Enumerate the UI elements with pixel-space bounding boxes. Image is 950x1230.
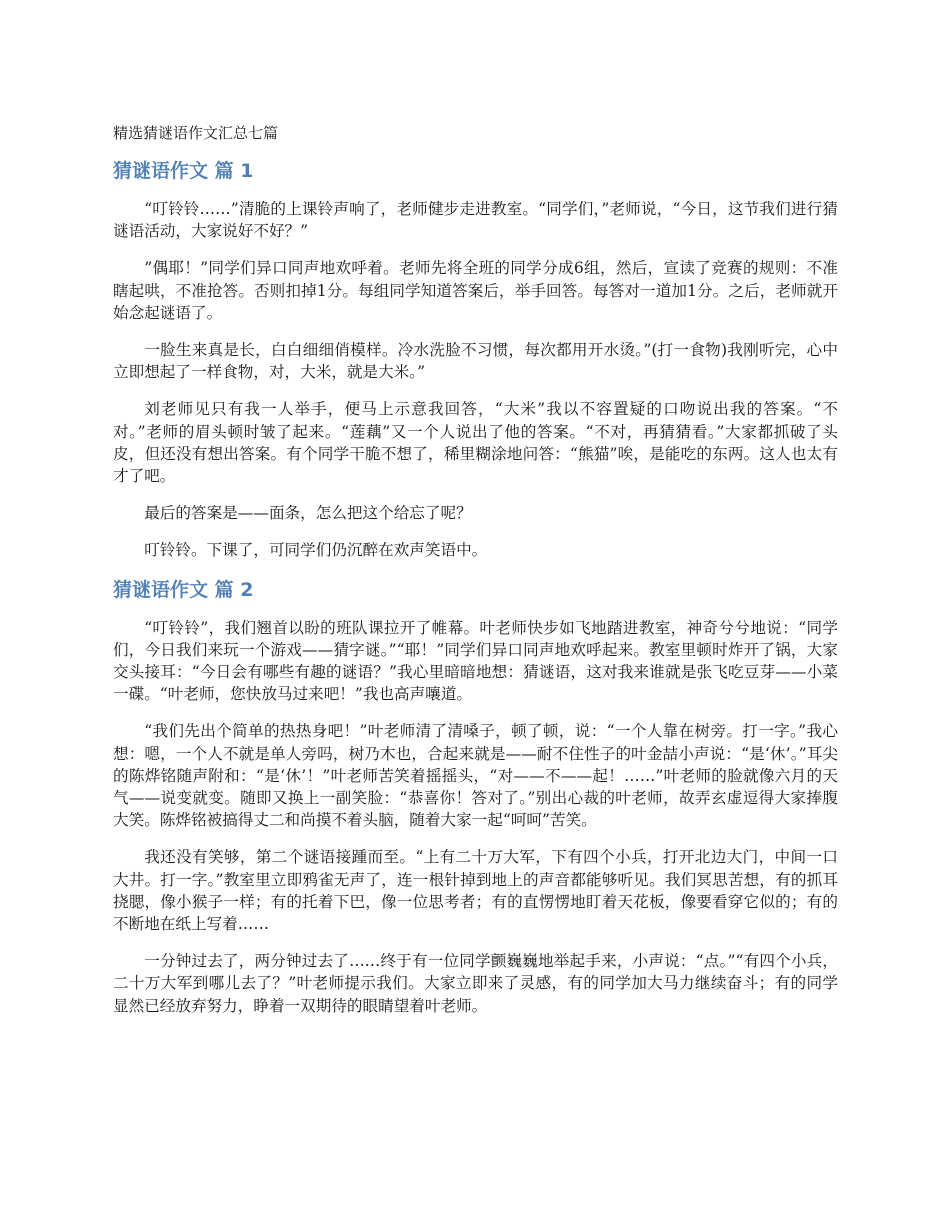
paragraph: ”偶耶！”同学们异口同声地欢呼着。老师先将全班的同学分成6组，然后，宣读了竞赛的规则：不准瞎起哄，不准抢答。否则扣掉1分。每组同学知道答案后，举手回答。每答对一道加1分。之后，老师就开始念起谜语了。 (113, 259, 838, 322)
paragraph: 我还没有笑够，第二个谜语接踵而至。“上有二十万大军，下有四个小兵，打开北边大门，中间一口大井。打一字。”教室里立即鸦雀无声了，连一根针掉到地上的声音都能够听见。我们冥思苦想，有的抓耳挠腮，像小猴子一样；有的托着下巴，像一位思考者；有的直愣愣地盯着天花板，像要看穿它似的；有的不断地在纸上写着…… (113, 848, 838, 934)
paragraph: “我们先出个简单的热热身吧！”叶老师清了清嗓子，顿了顿，说：“一个人靠在树旁。打一字。”我心想：嗯，一个人不就是单人旁吗，树乃木也，合起来就是——耐不住性子的叶金喆小声说：“是‘休’。”耳尖的陈烨铭随声附和：“是‘休’！”叶老师苦笑着摇摇头，“对——不——起！……”叶老师的脸就像六月的天气——说变就变。随即又换上一副笑脸：“恭喜你！答对了。”别出心裁的叶老师，故弄玄虚逗得大家捧腹大笑。陈烨铭被搞得丈二和尚摸不着头脑，随着大家一起“呵呵”苦笑。 (113, 722, 838, 830)
paragraph: 一分钟过去了，两分钟过去了……终于有一位同学颤巍巍地举起手来，小声说：“点。”“有四个小兵，二十万大军到哪儿去了？”叶老师提示我们。大家立即来了灵感，有的同学加大马力继续奋斗；有的同学显然已经放弃努力，睁着一双期待的眼睛望着叶老师。 (113, 952, 838, 1015)
document-page (113, 122, 838, 1032)
paragraph: “叮铃铃……”清脆的上课铃声响了，老师健步走进教室。“同学们，”老师说，“今日，这节我们进行猜谜语活动，大家说好不好？” (113, 200, 838, 241)
paragraph: 刘老师见只有我一人举手，便马上示意我回答，“大米”我以不容置疑的口吻说出我的答案。“不对。”老师的眉头顿时皱了起来。“莲藕”又一个人说出了他的答案。“不对，再猜猜看。”大家都抓破了头皮，但还没有想出答案。有个同学干脆不想了，稀里糊涂地问答：“熊猫”唉，是能吃的东两。这人也太有才了吧。 (113, 400, 838, 486)
section-heading: 猜谜语作文 篇 2 (113, 578, 254, 601)
document-title: 精选猜谜语作文汇总七篇 (113, 124, 279, 142)
paragraph: 一脸生来真是长，白白细细俏模样。冷水洗脸不习惯，每次都用开水烫。”(打一食物)我刚听完，心中立即想起了一样食物，对，大米，就是大米。” (113, 341, 838, 382)
essay-section-1 (113, 158, 838, 562)
paragraph: “叮铃铃”，我们翘首以盼的班队课拉开了帷幕。叶老师快步如飞地踏进教室，神奇兮兮地说：“同学们，今日我们来玩一个游戏——猜字谜。”“耶！”同学们异口同声地欢呼起来。教室里顿时炸开了锅，大家交头接耳：“今日会有哪些有趣的谜语？”我心里暗暗地想：猜谜语，这对我来谁就是张飞吃豆芽——小菜一碟。“叶老师，您快放马过来吧！”我也高声嚷道。 (113, 618, 838, 704)
paragraph: 最后的答案是——面条，怎么把这个给忘了呢？ (144, 504, 472, 523)
essay-section-2 (113, 577, 838, 1017)
paragraph: 叮铃铃。下课了，可同学们仍沉醉在欢声笑语中。 (144, 541, 488, 560)
section-heading: 猜谜语作文 篇 1 (113, 160, 254, 182)
